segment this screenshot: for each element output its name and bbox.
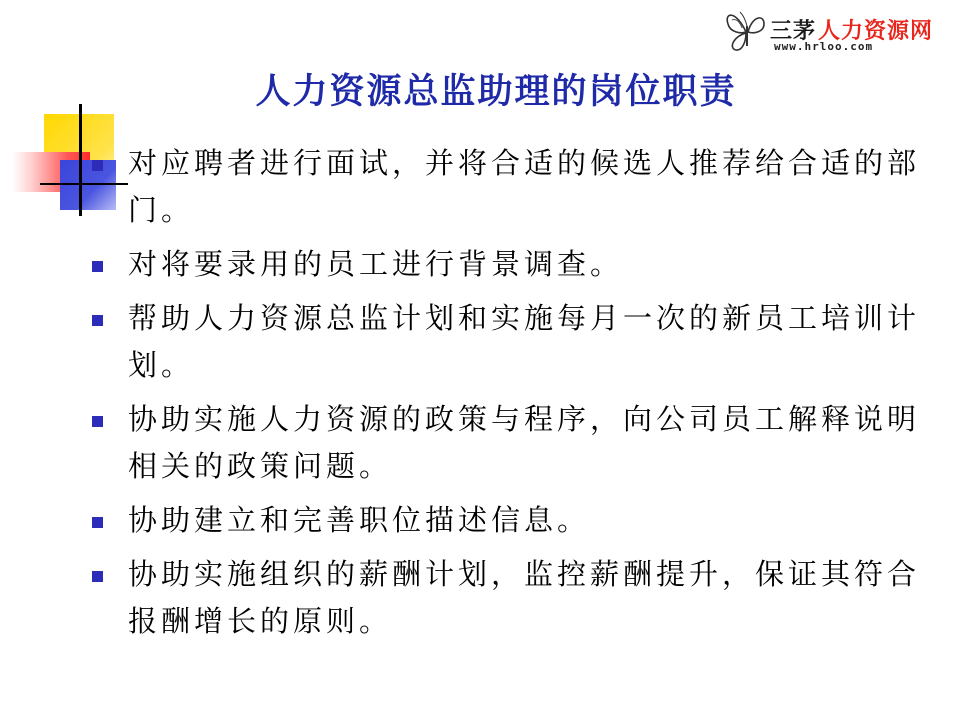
bullet-item bbox=[92, 241, 952, 288]
brand-name-part2: 人力资源网 bbox=[818, 19, 934, 44]
square-bullet-icon bbox=[92, 517, 103, 528]
bullet-list bbox=[92, 140, 952, 645]
square-bullet-icon bbox=[92, 571, 103, 582]
square-bullet-icon bbox=[92, 416, 103, 427]
bullet-item bbox=[92, 140, 952, 234]
decor-vertical-line bbox=[79, 104, 82, 216]
butterfly-icon bbox=[722, 6, 772, 54]
bullet-item bbox=[92, 295, 952, 389]
bullet-text: 协助实施组织的薪酬计划，监控薪酬提升，保证其符合报酬增长的原则。 bbox=[128, 557, 921, 638]
bullet-text: 帮助人力资源总监计划和实施每月一次的新员工培训计划。 bbox=[128, 301, 921, 382]
brand-url: www.hrloo.com bbox=[774, 40, 874, 53]
bullet-item bbox=[92, 551, 952, 645]
square-bullet-icon bbox=[92, 261, 103, 272]
bullet-item bbox=[92, 396, 952, 490]
bullet-item bbox=[92, 497, 952, 544]
slide-title: 人力资源总监助理的岗位职责 bbox=[255, 72, 737, 112]
bullet-text: 对将要录用的员工进行背景调查。 bbox=[128, 247, 624, 281]
square-bullet-icon bbox=[92, 160, 103, 171]
square-bullet-icon bbox=[92, 315, 103, 326]
bullet-text: 协助实施人力资源的政策与程序，向公司员工解释说明相关的政策问题。 bbox=[128, 402, 921, 483]
bullet-text: 对应聘者进行面试，并将合适的候选人推荐给合适的部门。 bbox=[128, 146, 921, 227]
brand-name-part1: 三茅 bbox=[770, 19, 817, 44]
bullet-text: 协助建立和完善职位描述信息。 bbox=[128, 503, 591, 537]
brand-logo bbox=[722, 6, 954, 56]
